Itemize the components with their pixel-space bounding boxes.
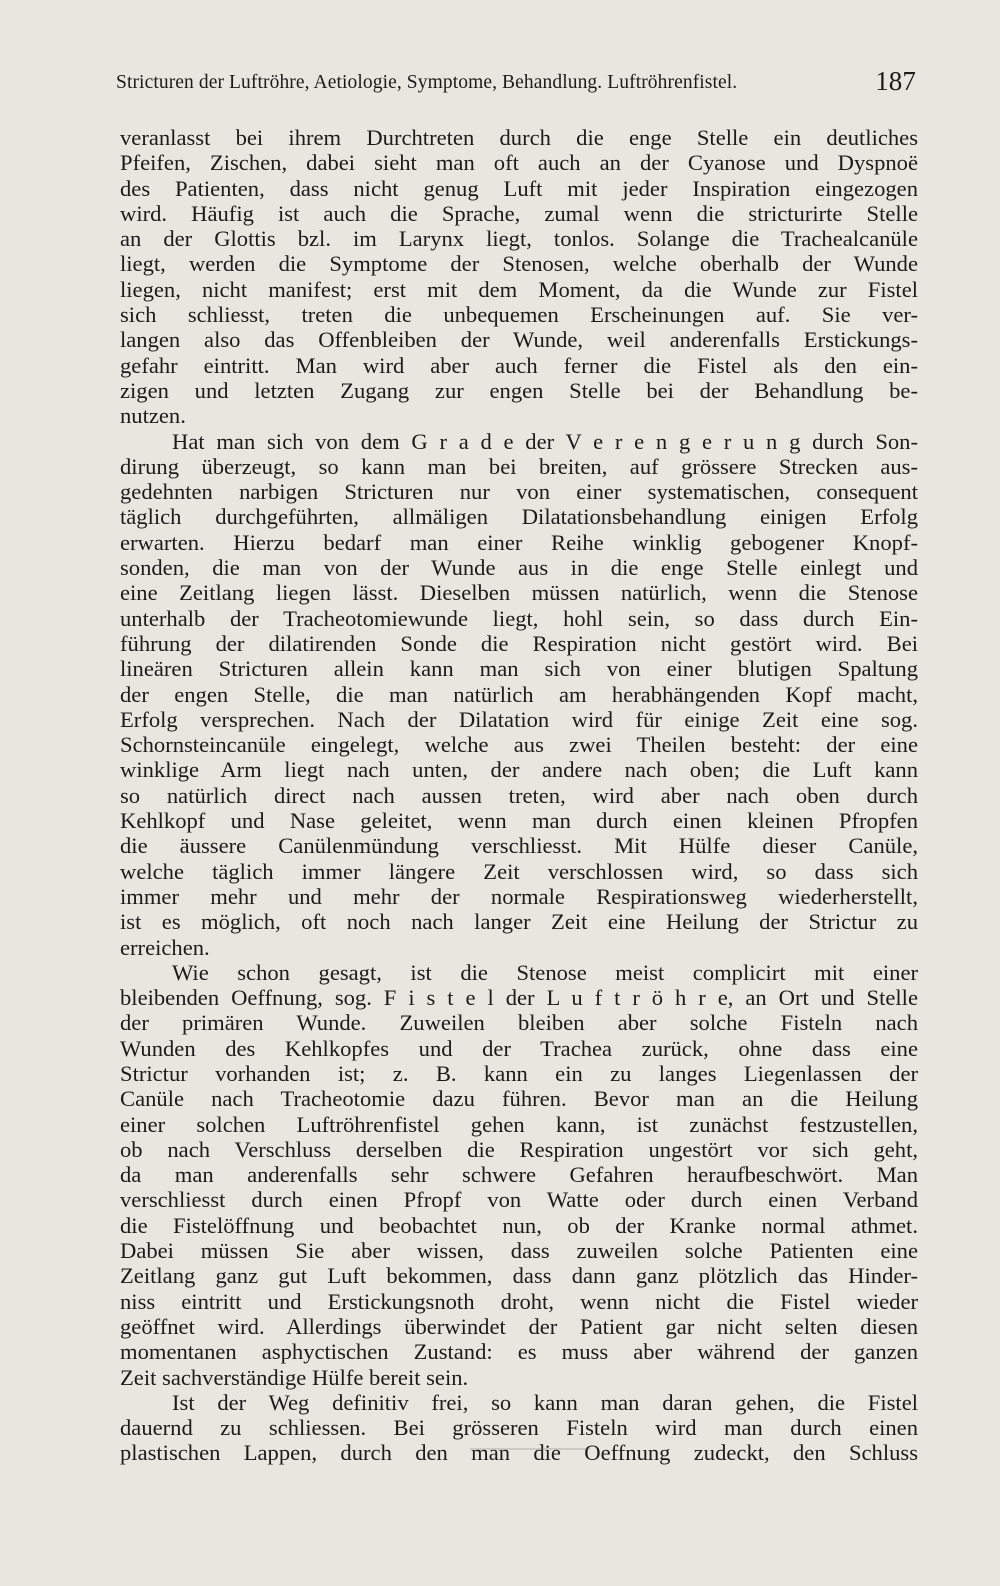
text-line: führung der dilatirenden Sonde die Respiration nicht gestört wird. Bei [120, 630, 918, 656]
text-line: Erfolg versprechen. Nach der Dilatation wird für einige Zeit eine sog. [120, 706, 918, 732]
text-line: da man anderenfalls sehr schwere Gefahren heraufbeschwört. Man [120, 1162, 918, 1188]
text-line: wird. Häufig ist auch die Sprache, zumal wenn die stricturirte Stelle [120, 200, 918, 226]
text-line: der engen Stelle, die man natürlich am herabhängenden Kopf macht, [120, 681, 918, 707]
text-line: einer solchen Luftröhrenfistel gehen kann, ist zunächst festzustellen, [120, 1111, 918, 1137]
text-line: Strictur vorhanden ist; z. B. kann ein zu langes Liegenlassen der [120, 1060, 918, 1086]
text-line: Kehlkopf und Nase geleitet, wenn man durch einen kleinen Pfropfen [120, 808, 918, 834]
text-line: eine Zeitlang liegen lässt. Dieselben müssen natürlich, wenn die Stenose [120, 580, 918, 606]
text-line: veranlasst bei ihrem Durchtreten durch die enge Stelle ein deutliches [120, 125, 918, 150]
text-line: bleibenden Oeffnung, sog. F i s t e l der L u f t r ö h r e, an Ort und Stelle [120, 985, 918, 1011]
text-line: winklige Arm liegt nach unten, der andere nach oben; die Luft kann [120, 757, 918, 783]
text-line: an der Glottis bzl. im Larynx liegt, tonlos. Solange die Trachealcanüle [120, 226, 918, 252]
text-line: Canüle nach Tracheotomie dazu führen. Bevor man an die Heilung [120, 1086, 918, 1112]
page-number: 187 [875, 66, 916, 96]
text-line: Zeit sachverständige Hülfe bereit sein. [120, 1364, 469, 1390]
running-head-title: Stricturen der Luftröhre, Aetiologie, Symptome, Behandlung. Luftröhrenfistel. [116, 72, 738, 93]
running-head [116, 66, 916, 100]
text-line: geöffnet wird. Allerdings überwindet der Patient gar nicht selten diesen [120, 1313, 918, 1339]
text-line: liegen, nicht manifest; erst mit dem Moment, da die Wunde zur Fistel [120, 276, 918, 302]
text-line: sich schliesst, treten die unbequemen Erscheinungen auf. Sie ver- [120, 302, 918, 328]
text-line: die äussere Canülenmündung verschliesst. Mit Hülfe dieser Canüle, [120, 833, 918, 859]
text-line: Dabei müssen Sie aber wissen, dass zuweilen solche Patienten eine [120, 1238, 918, 1264]
print-smudge [470, 1448, 590, 1450]
text-line: des Patienten, dass nicht genug Luft mit jeder Inspiration eingezogen [120, 175, 918, 201]
text-line: ist es möglich, oft noch nach langer Zeit eine Heilung der Strictur zu [120, 909, 918, 935]
text-line: langen also das Offenbleiben der Wunde, weil anderenfalls Erstickungs- [120, 327, 918, 353]
text-line: erwarten. Hierzu bedarf man einer Reihe winklig gebogener Knopf- [120, 529, 918, 555]
paragraph-first-line: Ist der Weg definitiv frei, so kann man daran gehen, die Fistel [172, 1389, 918, 1415]
text-line: liegt, werden die Symptome der Stenosen, welche oberhalb der Wunde [120, 251, 918, 277]
text-line: momentanen asphyctischen Zustand: es muss aber während der ganzen [120, 1339, 918, 1365]
text-line: plastischen Lappen, durch den man die Oeffnung zudeckt, den Schluss [120, 1440, 918, 1466]
text-line: nutzen. [120, 403, 186, 429]
text-line: Wunden des Kehlkopfes und der Trachea zurück, ohne dass eine [120, 1035, 918, 1061]
paragraph-first-line: Wie schon gesagt, ist die Stenose meist complicirt mit einer [172, 959, 918, 985]
text-line: dirung überzeugt, so kann man bei breiten, auf grössere Strecken aus- [120, 453, 918, 479]
text-line: ob nach Verschluss derselben die Respiration ungestört vor sich geht, [120, 1136, 918, 1162]
text-line: Schornsteincanüle eingelegt, welche aus zwei Theilen besteht: der eine [120, 732, 918, 758]
text-line: so natürlich direct nach aussen treten, wird aber nach oben durch [120, 782, 918, 808]
text-line: dauernd zu schliessen. Bei grösseren Fisteln wird man durch einen [120, 1415, 918, 1441]
text-line: Zeitlang ganz gut Luft bekommen, dass dann ganz plötzlich das Hinder- [120, 1263, 918, 1289]
text-line: gefahr eintritt. Man wird aber auch ferner die Fistel als den ein- [120, 352, 918, 378]
text-line: Pfeifen, Zischen, dabei sieht man oft auch an der Cyanose und Dyspnoë [120, 150, 918, 176]
text-line: zigen und letzten Zugang zur engen Stelle bei der Behandlung be- [120, 377, 918, 403]
text-line: unterhalb der Tracheotomiewunde liegt, hohl sein, so dass durch Ein- [120, 605, 918, 631]
text-line: der primären Wunde. Zuweilen bleiben aber solche Fisteln nach [120, 1010, 918, 1036]
text-line: verschliesst durch einen Pfropf von Watte oder durch einen Verband [120, 1187, 918, 1213]
text-line: die Fistelöffnung und beobachtet nun, ob der Kranke normal athmet. [120, 1212, 918, 1238]
text-line: täglich durchgeführten, allmäligen Dilatationsbehandlung einigen Erfolg [120, 504, 918, 530]
text-line: niss eintritt und Erstickungsnoth droht, wenn nicht die Fistel wieder [120, 1288, 918, 1314]
text-line: sonden, die man von der Wunde aus in die enge Stelle einlegt und [120, 555, 918, 581]
text-line: gedehnten narbigen Stricturen nur von einer systematischen, consequent [120, 479, 918, 505]
body-text [120, 125, 918, 1466]
text-line: erreichen. [120, 934, 210, 960]
text-line: immer mehr und mehr der normale Respirationsweg wiederherstellt, [120, 883, 918, 909]
paragraph-first-line: Hat man sich von dem G r a d e der V e r e n g e r u n g durch Son- [172, 428, 918, 454]
text-line: welche täglich immer längere Zeit verschlossen wird, so dass sich [120, 858, 918, 884]
text-line: lineären Stricturen allein kann man sich von einer blutigen Spaltung [120, 656, 918, 682]
